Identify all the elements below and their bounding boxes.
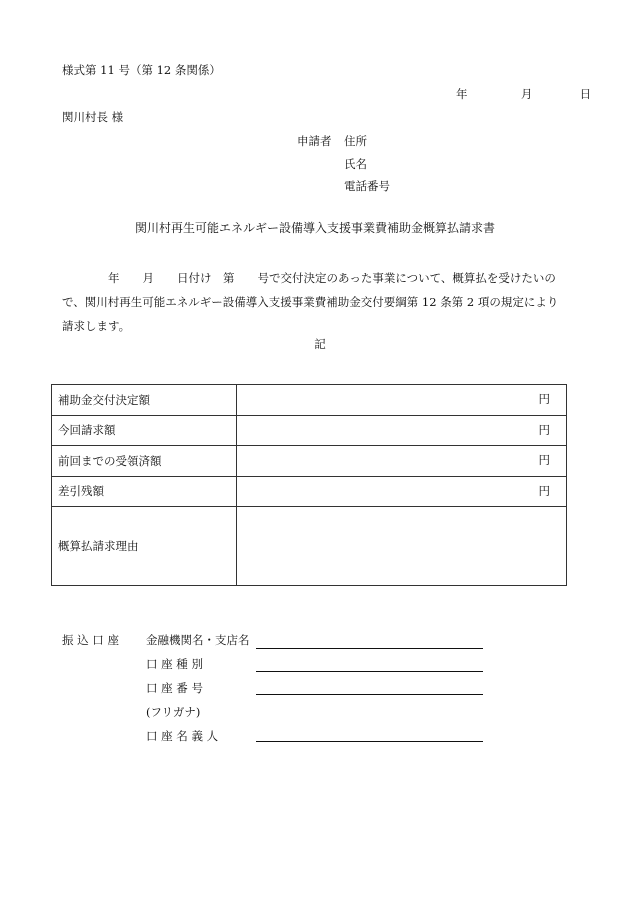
- table-row: [52, 476, 567, 507]
- table-row: [52, 507, 567, 586]
- account-type-line[interactable]: [256, 671, 483, 672]
- yen-unit: 円: [538, 483, 550, 498]
- date-month: 月: [520, 87, 533, 101]
- body-text: [62, 266, 572, 338]
- body-line-3: 請求します。: [62, 319, 131, 333]
- yen-unit: 円: [538, 392, 550, 406]
- account-holder-label: 口 座 名 義 人: [146, 729, 219, 743]
- table-row: [52, 385, 567, 416]
- applicant-address-label: 住所: [344, 134, 367, 148]
- bank-name-branch-line[interactable]: [256, 648, 483, 649]
- applicant-fields: [344, 135, 390, 203]
- form-number-label: 様式第 11 号（第 12 条関係）: [62, 63, 221, 77]
- remaining-balance-amount-field[interactable]: [237, 476, 567, 507]
- account-type-label: 口 座 種 別: [146, 657, 203, 671]
- bank-account-section-label: 振 込 口 座: [62, 633, 119, 647]
- current-request-amount-field[interactable]: [237, 415, 567, 446]
- row-label-grant-decision: 補助金交付決定額: [52, 385, 237, 416]
- yen-unit: 円: [538, 453, 550, 467]
- applicant-phone-label: 電話番号: [344, 179, 390, 193]
- row-label-request-reason: 概算払請求理由: [52, 507, 237, 586]
- row-label-previously-received: 前回までの受領済額: [52, 446, 237, 477]
- bank-name-branch-label: 金融機関名・支店名: [146, 633, 250, 647]
- body-line-1: 年 月 日付け 第 号で交付決定のあった事業について、概算払を受けたいの: [108, 271, 556, 285]
- body-line-2: で、関川村再生可能エネルギー設備導入支援事業費補助金交付要綱第 12 条第 2 項の規定により: [62, 295, 559, 309]
- grant-decision-amount-field[interactable]: [237, 385, 567, 416]
- date-day: 日: [579, 87, 592, 101]
- addressee: 関川村長 様: [62, 110, 124, 124]
- row-label-current-request: 今回請求額: [52, 415, 237, 446]
- date-line: [456, 88, 591, 102]
- account-number-line[interactable]: [256, 694, 483, 695]
- table-row: [52, 415, 567, 446]
- applicant-label: 申請者: [297, 134, 332, 148]
- account-number-label: 口 座 番 号: [146, 681, 203, 695]
- request-reason-field[interactable]: [237, 507, 567, 586]
- amounts-table: [51, 384, 567, 586]
- applicant-name-label: 氏名: [344, 156, 367, 171]
- furigana-label: (フリガナ): [146, 705, 201, 719]
- row-label-remaining-balance: 差引残額: [52, 476, 237, 507]
- table-row: [52, 446, 567, 477]
- document-title: 関川村再生可能エネルギー設備導入支援事業費補助金概算払請求書: [134, 221, 495, 235]
- previously-received-amount-field[interactable]: [237, 446, 567, 477]
- yen-unit: 円: [538, 422, 550, 437]
- account-holder-line[interactable]: [256, 741, 483, 742]
- date-year: 年: [456, 87, 468, 101]
- ki-heading: 記: [314, 337, 326, 351]
